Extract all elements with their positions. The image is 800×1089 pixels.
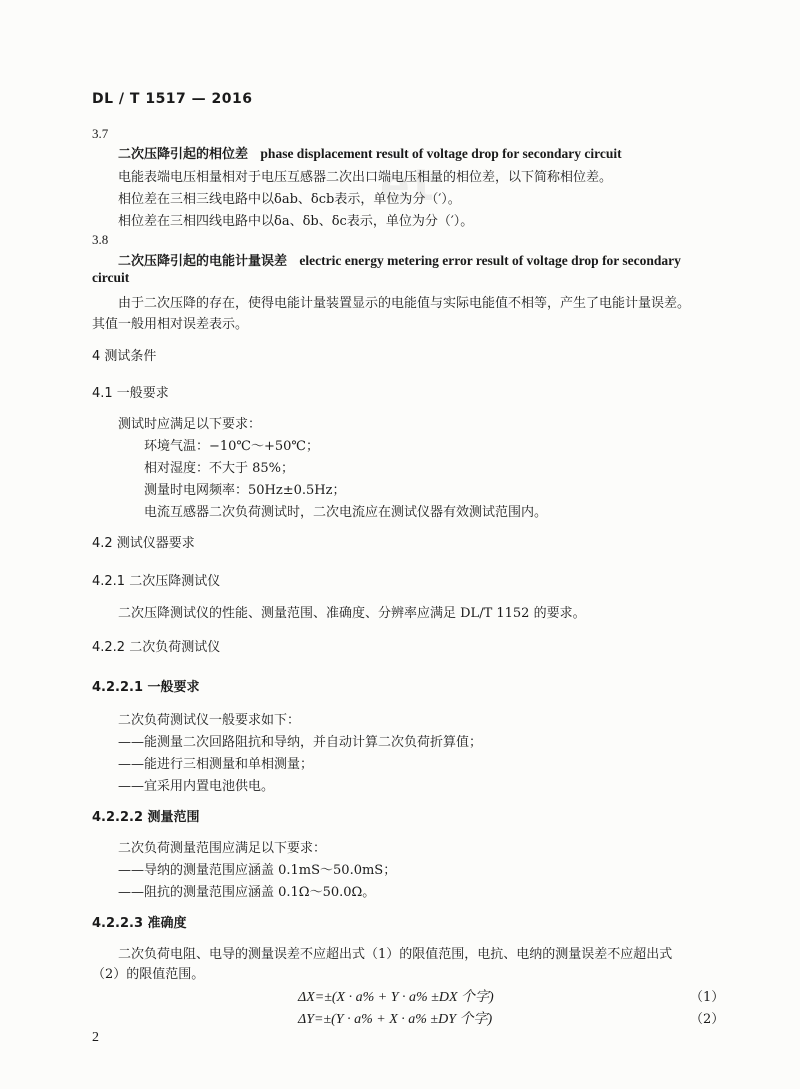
section-4-2-2-1-intro: 二次负荷测试仪一般要求如下： [118,713,301,728]
section-4-2-2-3-para-2: （2）的限值范围。 [92,967,205,982]
watermark: et [380,160,437,211]
equation-2-number: （2） [690,1012,725,1027]
section-3-8-title-en: electric energy metering error result of voltage drop for secondary [299,253,681,268]
section-3-8-number: 3.8 [92,232,109,247]
section-3-8-para-2: 其值一般用相对误差表示。 [92,317,249,332]
section-3-7-title [118,143,622,162]
document-header: DL / T 1517 — 2016 [92,91,253,107]
section-4-2-2-3-title: 4.2.2.3 准确度 [92,916,187,931]
section-4-2-2-2-title: 4.2.2.2 测量范围 [92,810,200,825]
section-3-8-title-cn: 二次压降引起的电能计量误差 [118,254,288,269]
section-4-1-item-2: 相对湿度：不大于 85%； [144,461,295,476]
section-4-title: 4 测试条件 [92,349,157,364]
section-4-2-2-1-item-2: ——能进行三相测量和单相测量； [118,757,314,772]
section-4-2-title: 4.2 测试仪器要求 [92,536,195,551]
section-4-2-2-1-item-3: ——宜采用内置电池供电。 [118,779,275,794]
section-3-7-para-2: 相位差在三相三线电路中以δab、δcb表示，单位为分（′）。 [118,192,461,207]
section-4-1-item-1: 环境气温：−10℃～+50℃； [144,439,319,454]
section-4-2-1-title: 4.2.1 二次压降测试仪 [92,574,221,589]
section-3-7-para-1: 电能表端电压相量相对于电压互感器二次出口端电压相量的相位差，以下简称相位差。 [118,170,613,185]
page-number: 2 [92,1030,99,1045]
section-3-7-para-3: 相位差在三相四线电路中以δa、δb、δc表示，单位为分（′）。 [118,214,474,229]
section-4-1-item-4: 电流互感器二次负荷测试时，二次电流应在测试仪器有效测试范围内。 [144,505,548,520]
section-4-2-2-1-item-1: ——能测量二次回路阻抗和导纳，并自动计算二次负荷折算值； [118,735,483,750]
section-4-1-title: 4.1 一般要求 [92,386,169,401]
section-3-8-para-1: 由于二次压降的存在，使得电能计量装置显示的电能值与实际电能值不相等，产生了电能计量误差。 [118,296,691,311]
equation-1-number: （1） [690,990,725,1005]
section-3-8-title-en-cont: circuit [92,270,130,285]
section-3-7-title-en: phase displacement result of voltage drop for secondary circuit [260,146,622,161]
equation-1: ΔX=±(X · a% + Y · a% ±DX 个字) [298,990,494,1005]
section-4-2-2-2-item-2: ——阻抗的测量范围应涵盖 0.1Ω～50.0Ω。 [118,885,376,900]
section-4-2-2-3-para-1: 二次负荷电阻、电导的测量误差不应超出式（1）的限值范围，电抗、电纳的测量误差不应超出式 [118,947,673,962]
section-3-7-number: 3.7 [92,126,109,141]
section-3-8-title [118,250,681,269]
section-4-2-2-1-title: 4.2.2.1 一般要求 [92,680,200,695]
section-3-7-title-cn: 二次压降引起的相位差 [118,147,249,162]
section-4-2-2-2-item-1: ——导纳的测量范围应涵盖 0.1mS～50.0mS； [118,863,397,878]
section-4-2-1-para: 二次压降测试仪的性能、测量范围、准确度、分辨率应满足 DL/T 1152 的要求。 [118,606,586,621]
section-4-1-intro: 测试时应满足以下要求： [118,417,262,432]
section-4-1-item-3: 测量时电网频率：50Hz±0.5Hz； [144,483,346,498]
section-4-2-2-title: 4.2.2 二次负荷测试仪 [92,640,221,655]
equation-2: ΔY=±(Y · a% + X · a% ±DY 个字) [298,1012,493,1027]
section-4-2-2-2-intro: 二次负荷测量范围应满足以下要求： [118,841,327,856]
